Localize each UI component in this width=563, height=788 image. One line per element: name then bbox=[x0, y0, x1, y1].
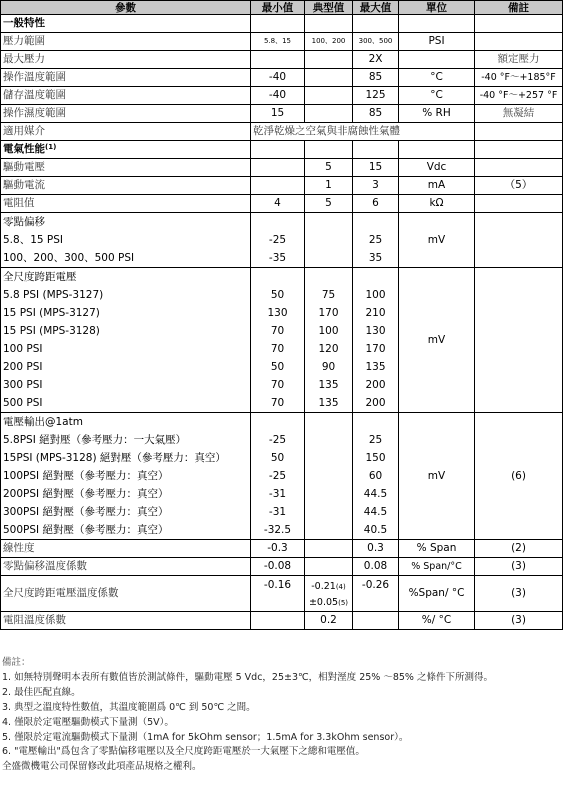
row-media bbox=[1, 123, 563, 141]
list-item: 5.8、15 PSI bbox=[3, 234, 63, 246]
row-storage-temp bbox=[1, 87, 563, 105]
group-labels bbox=[1, 413, 251, 540]
cell-min: 15 bbox=[251, 105, 305, 123]
cell-min: -0.08 bbox=[251, 558, 305, 576]
cell-typ: 135 bbox=[318, 379, 339, 391]
row-span-tc bbox=[1, 576, 563, 612]
cell-min: -40 bbox=[251, 87, 305, 105]
row-res-tc bbox=[1, 612, 563, 630]
cell-max: 135 bbox=[365, 361, 386, 373]
cell-min: -32.5 bbox=[263, 524, 292, 536]
cell-min: 50 bbox=[270, 452, 285, 464]
header-min: 最小值 bbox=[251, 1, 305, 15]
row-drive-current bbox=[1, 177, 563, 195]
cell-max: 15 bbox=[353, 159, 399, 177]
cell-unit: % Span bbox=[399, 540, 475, 558]
list-item: 15 PSI (MPS-3128) bbox=[3, 325, 100, 337]
group-min bbox=[251, 213, 305, 268]
list-item: 100 PSI bbox=[3, 343, 43, 355]
notes-section bbox=[2, 656, 562, 775]
cell-min: 70 bbox=[270, 379, 285, 391]
cell-max: 200 bbox=[365, 397, 386, 409]
section-general bbox=[1, 15, 563, 33]
table-header bbox=[1, 1, 563, 15]
list-item: 5.8PSI 絕對壓（參考壓力：一大氣壓） bbox=[3, 434, 187, 446]
list-item: 100PSI 絕對壓（參考壓力：真空） bbox=[3, 470, 169, 482]
cell-typ: 135 bbox=[318, 397, 339, 409]
cell-max: 0.08 bbox=[353, 558, 399, 576]
group-min bbox=[251, 268, 305, 413]
row-resistance bbox=[1, 195, 563, 213]
cell-typ: 170 bbox=[318, 307, 339, 319]
list-item: 5.8 PSI (MPS-3127) bbox=[3, 289, 104, 301]
cell-unit: Vdc bbox=[399, 159, 475, 177]
cell-typ: 1 bbox=[305, 177, 353, 195]
list-item: 500PSI 絕對壓（參考壓力：真空） bbox=[3, 524, 169, 536]
cell-max: 100 bbox=[365, 289, 386, 301]
cell-unit: °C bbox=[399, 87, 475, 105]
cell-typ: 120 bbox=[318, 343, 339, 355]
cell-note: (6) bbox=[475, 413, 563, 540]
list-item: 15PSI (MPS-3128) 絕對壓（參考壓力：真空） bbox=[3, 452, 226, 464]
cell-typ: 90 bbox=[321, 361, 336, 373]
row-op-temp bbox=[1, 69, 563, 87]
cell-min: 70 bbox=[270, 343, 285, 355]
note-line: 2. 最佳匹配直線。 bbox=[2, 686, 81, 698]
cell-note: (3) bbox=[475, 576, 563, 612]
note-line: 6. "電壓輸出"爲包含了零點偏移電壓以及全尺度跨距電壓於一大氣壓下之總和電壓值。 bbox=[2, 746, 365, 758]
row-label: 操作濕度範圍 bbox=[1, 105, 251, 123]
group-labels bbox=[1, 268, 251, 413]
footnote-marker: (1) bbox=[45, 143, 57, 151]
row-label: 最大壓力 bbox=[1, 51, 251, 69]
cell-max: 60 bbox=[368, 470, 383, 482]
cell-min: -25 bbox=[268, 434, 287, 446]
group-output-1atm bbox=[1, 413, 563, 540]
group-title: 零點偏移 bbox=[3, 216, 45, 228]
section-title: 一般特性 bbox=[1, 15, 251, 33]
header-unit: 單位 bbox=[399, 1, 475, 15]
row-drive-voltage bbox=[1, 159, 563, 177]
cell-unit: % RH bbox=[399, 105, 475, 123]
cell-typ: 0.2 bbox=[305, 612, 353, 630]
note-line: 1. 如無特別聲明本表所有數值皆於測試條件，驅動電壓 5 Vdc，25±3℃，相對溼度 25% ～85% 之條件下所測得。 bbox=[2, 671, 493, 683]
cell-min: 4 bbox=[251, 195, 305, 213]
cell-max: -0.26 bbox=[353, 576, 399, 612]
row-op-humidity bbox=[1, 105, 563, 123]
cell-min: 50 bbox=[270, 361, 285, 373]
cell-max: 300、500 bbox=[353, 33, 399, 51]
cell-min: -25 bbox=[268, 234, 287, 246]
list-item: 200PSI 絕對壓（參考壓力：真空） bbox=[3, 488, 169, 500]
cell-max: 25 bbox=[368, 434, 383, 446]
cell-unit: °C bbox=[399, 69, 475, 87]
cell-max: 25 bbox=[368, 234, 383, 246]
row-label: 全尺度跨距電壓溫度係數 bbox=[1, 576, 251, 612]
cell-note: (3) bbox=[475, 558, 563, 576]
row-label: 儲存溫度範圍 bbox=[1, 87, 251, 105]
cell-unit: kΩ bbox=[399, 195, 475, 213]
list-item: 15 PSI (MPS-3127) bbox=[3, 307, 100, 319]
group-zero-offset bbox=[1, 213, 563, 268]
cell-max: 85 bbox=[353, 69, 399, 87]
row-pressure-range bbox=[1, 33, 563, 51]
cell-max: 2X bbox=[353, 51, 399, 69]
cell-typ: 100 bbox=[318, 325, 339, 337]
note-line: 3. 典型之溫度特性數值，其溫度範圍爲 0℃ 到 50℃ 之間。 bbox=[2, 701, 256, 713]
cell-unit: PSI bbox=[399, 33, 475, 51]
cell-unit: % Span/°C bbox=[399, 558, 475, 576]
cell-note: 額定壓力 bbox=[475, 51, 563, 69]
group-title: 電壓輸出@1atm bbox=[3, 416, 83, 428]
row-label: 驅動電流 bbox=[1, 177, 251, 195]
cell-min: -31 bbox=[268, 506, 287, 518]
cell-max: 130 bbox=[365, 325, 386, 337]
header-note: 備註 bbox=[475, 1, 563, 15]
cell-max: 6 bbox=[353, 195, 399, 213]
row-label: 壓力範圍 bbox=[1, 33, 251, 51]
cell-note: (3) bbox=[475, 612, 563, 630]
cell-note: （5） bbox=[475, 177, 563, 195]
row-label: 操作溫度範圍 bbox=[1, 69, 251, 87]
cell-min: -25 bbox=[268, 470, 287, 482]
row-label: 零點偏移溫度係數 bbox=[1, 558, 251, 576]
group-max bbox=[353, 213, 399, 268]
cell-unit: mV bbox=[399, 268, 475, 413]
section-electrical bbox=[1, 141, 563, 159]
cell-typ: -0.21(4) ±0.05(5) bbox=[305, 576, 353, 612]
cell-typ: 100、200 bbox=[305, 33, 353, 51]
section-title: 電氣性能$^{(1)}$ bbox=[1, 141, 251, 159]
row-label: 電阻溫度係數 bbox=[1, 612, 251, 630]
cell-unit: %Span/ °C bbox=[399, 576, 475, 612]
group-max bbox=[353, 413, 399, 540]
cell-max: 0.3 bbox=[353, 540, 399, 558]
header-typ: 典型值 bbox=[305, 1, 353, 15]
cell-min: -0.3 bbox=[251, 540, 305, 558]
row-label: 線性度 bbox=[1, 540, 251, 558]
cell-note: 無凝結 bbox=[475, 105, 563, 123]
cell-min: -35 bbox=[268, 252, 287, 264]
list-item: 200 PSI bbox=[3, 361, 43, 373]
group-title: 全尺度跨距電壓 bbox=[3, 271, 77, 283]
cell-min: -31 bbox=[268, 488, 287, 500]
cell-max: 44.5 bbox=[363, 488, 388, 500]
group-min bbox=[251, 413, 305, 540]
cell-min: 5.8、15 bbox=[251, 33, 305, 51]
cell-unit: mV bbox=[399, 413, 475, 540]
row-zero-tc bbox=[1, 558, 563, 576]
cell-min: 130 bbox=[267, 307, 288, 319]
cell-max: 150 bbox=[365, 452, 386, 464]
list-item: 500 PSI bbox=[3, 397, 43, 409]
row-label: 驅動電壓 bbox=[1, 159, 251, 177]
cell-typ: 5 bbox=[305, 159, 353, 177]
cell-unit: mV bbox=[399, 213, 475, 268]
cell-min: 50 bbox=[270, 289, 285, 301]
group-max bbox=[353, 268, 399, 413]
cell-max: 3 bbox=[353, 177, 399, 195]
row-max-pressure bbox=[1, 51, 563, 69]
header-param: 參數 bbox=[1, 1, 251, 15]
cell-max: 35 bbox=[368, 252, 383, 264]
header-max: 最大值 bbox=[353, 1, 399, 15]
list-item: 300PSI 絕對壓（參考壓力：真空） bbox=[3, 506, 169, 518]
cell-max: 44.5 bbox=[363, 506, 388, 518]
row-label: 電阻值 bbox=[1, 195, 251, 213]
cell-max: 85 bbox=[353, 105, 399, 123]
group-fs-span bbox=[1, 268, 563, 413]
cell-min: -40 bbox=[251, 69, 305, 87]
cell-max: 40.5 bbox=[363, 524, 388, 536]
group-labels bbox=[1, 213, 251, 268]
cell-max: 200 bbox=[365, 379, 386, 391]
cell-max: 125 bbox=[353, 87, 399, 105]
cell-unit: mA bbox=[399, 177, 475, 195]
cell-min: 70 bbox=[270, 397, 285, 409]
cell-min: -0.16 bbox=[251, 576, 305, 612]
cell-min: 70 bbox=[270, 325, 285, 337]
row-label: 適用媒介 bbox=[1, 123, 251, 141]
note-line: 全盛微機電公司保留修改此項產品規格之權利。 bbox=[2, 761, 202, 773]
cell-media-value: 乾淨乾燥之空氣與非腐蝕性氣體 bbox=[251, 123, 475, 141]
cell-typ: 5 bbox=[305, 195, 353, 213]
cell-max: 210 bbox=[365, 307, 386, 319]
row-linearity bbox=[1, 540, 563, 558]
notes-title: 備註： bbox=[2, 657, 31, 668]
note-line: 5. 僅限於定電流驅動模式下量測（1mA for 5kOhm sensor；1.5mA for 3.3kOhm sensor）。 bbox=[2, 731, 409, 743]
note-line: 4. 僅限於定電壓驅動模式下量測（5V）。 bbox=[2, 716, 174, 728]
cell-unit: %/ °C bbox=[399, 612, 475, 630]
cell-note: -40 °F～+257 °F bbox=[475, 87, 563, 105]
cell-typ: 75 bbox=[321, 289, 336, 301]
cell-note: -40 °F～+185°F bbox=[475, 69, 563, 87]
group-typ bbox=[305, 268, 353, 413]
cell-note: (2) bbox=[475, 540, 563, 558]
list-item: 300 PSI bbox=[3, 379, 43, 391]
cell-max: 170 bbox=[365, 343, 386, 355]
list-item: 100、200、300、500 PSI bbox=[3, 252, 135, 264]
